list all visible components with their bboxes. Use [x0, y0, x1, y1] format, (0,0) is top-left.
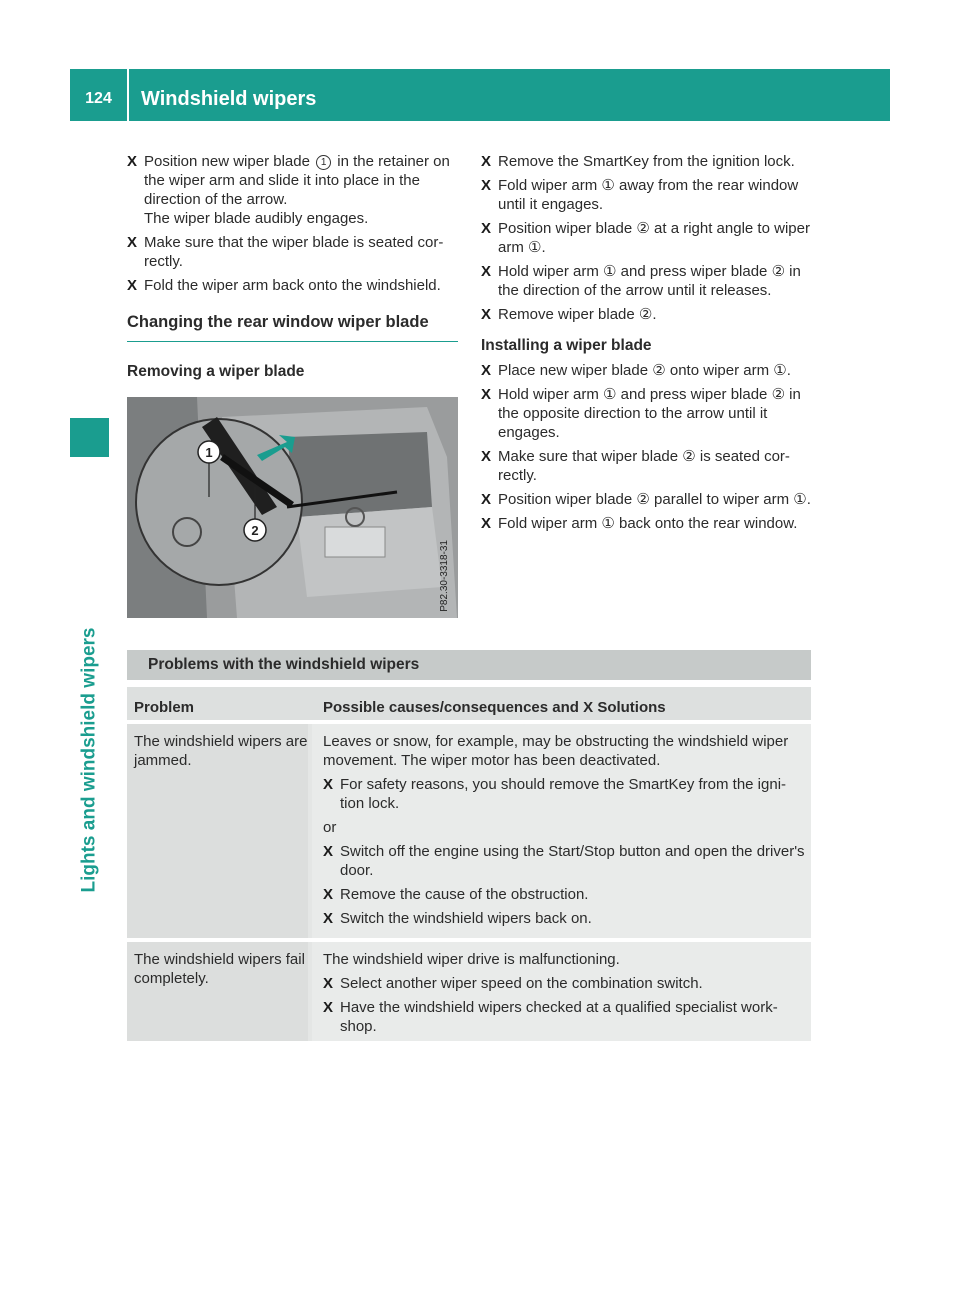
cause-text: Leaves or snow, for example, may be obstructing the windshield wiper movement. The wiper motor has been deactivated.	[323, 733, 789, 769]
step-marker-icon: X	[481, 177, 492, 194]
header-divider	[127, 69, 129, 121]
instruction-step: X Position wiper blade ② at a right angle to wiper arm ①.	[481, 220, 810, 256]
step-marker-icon: X	[481, 220, 492, 237]
rear-wiper-illustration	[127, 397, 458, 618]
instruction-step: X Place new wiper blade ② onto wiper arm ①.	[481, 362, 791, 379]
right-column	[481, 152, 812, 538]
step-marker-icon: X	[481, 491, 492, 508]
instruction-step: X Fold wiper arm ① away from the rear window until it engages.	[481, 177, 799, 213]
instruction-step: X Remove the cause of the obstruction.	[323, 886, 589, 903]
instruction-step: X Switch off the engine using the Start/Stop button and open the driver's door.	[323, 843, 805, 879]
step-marker-icon: X	[323, 776, 334, 793]
instruction-step: X Remove wiper blade ②.	[481, 306, 657, 323]
step-marker-icon: X	[583, 699, 594, 716]
callout-2-label: 2	[251, 523, 259, 538]
solution-cell	[312, 724, 811, 938]
page-number: 124	[85, 90, 112, 107]
callout-1-icon: 1	[316, 155, 331, 170]
step-marker-icon: X	[481, 306, 492, 323]
cause-text: The windshield wiper drive is malfunctioning.	[323, 951, 620, 968]
problem-cell: The windshield wipers fail completely.	[127, 942, 308, 1041]
step-marker-icon: X	[323, 975, 334, 992]
column-header-solutions: Possible causes/consequences and X Solutions	[323, 699, 666, 716]
step-marker-icon: X	[323, 910, 334, 927]
instruction-step: X Select another wiper speed on the combination switch.	[323, 975, 703, 992]
table-row	[127, 942, 811, 1041]
step-marker-icon: X	[481, 153, 492, 170]
instruction-step: X Fold wiper arm ① back onto the rear window.	[481, 515, 798, 532]
step-marker-icon: X	[323, 999, 334, 1016]
problems-table	[127, 650, 811, 1045]
subheading-removing: Removing a wiper blade	[127, 363, 305, 380]
instruction-step: X Position new wiper blade 1 in the retainer on the wiper arm and slide it into place in the direction of the arrow. The wiper blade audibly engages.	[127, 152, 458, 228]
step-marker-icon: X	[127, 277, 138, 294]
section-marker	[70, 418, 109, 457]
left-column	[127, 152, 458, 618]
instruction-step: X Make sure that wiper blade ② is seated cor-rectly.	[481, 448, 790, 484]
step-marker-icon: X	[481, 263, 492, 280]
section-heading: Changing the rear window wiper blade	[127, 313, 458, 342]
subheading-installing: Installing a wiper blade	[481, 337, 652, 354]
instruction-step: X Fold the wiper arm back onto the windshield.	[127, 277, 441, 294]
callout-1-label: 1	[205, 445, 213, 460]
instruction-step: X Hold wiper arm ① and press wiper blade ② in the direction of the arrow until it releases.	[481, 263, 801, 299]
instruction-step: X Remove the SmartKey from the ignition lock.	[481, 153, 795, 170]
instruction-step: X Have the windshield wipers checked at a qualified specialist work-shop.	[323, 999, 778, 1035]
problem-cell: The windshield wipers are jammed.	[127, 724, 308, 938]
step-marker-icon: X	[481, 362, 492, 379]
chapter-title: Lights and windshield wipers	[78, 627, 100, 893]
step-marker-icon: X	[481, 386, 492, 403]
engage-note: The wiper blade audibly engages.	[144, 210, 369, 227]
column-header-problem: Problem	[134, 699, 195, 716]
table-row	[127, 724, 811, 938]
step-marker-icon: X	[481, 515, 492, 532]
step-marker-icon: X	[127, 153, 138, 170]
instruction-step: X Position wiper blade ② parallel to wiper arm ①.	[481, 491, 811, 508]
instruction-step: X For safety reasons, you should remove the SmartKey from the igni-tion lock.	[323, 776, 787, 812]
instruction-step: X Make sure that the wiper blade is seated cor-rectly.	[127, 234, 444, 270]
solution-cell	[312, 942, 811, 1041]
step-marker-icon: X	[323, 843, 334, 860]
or-text: or	[323, 819, 337, 836]
step-marker-icon: X	[323, 886, 334, 903]
step-marker-icon: X	[127, 234, 138, 251]
figure-code: P82.30-3318-31	[439, 540, 450, 612]
table-header-row	[127, 687, 811, 720]
rear-wiper-figure	[127, 397, 458, 618]
instruction-step: X Switch the windshield wipers back on.	[323, 910, 592, 927]
step-marker-icon: X	[481, 448, 492, 465]
instruction-step: X Hold wiper arm ① and press wiper blade ② in the opposite direction to the arrow until it engages.	[481, 386, 801, 441]
table-title: Problems with the windshield wipers	[127, 650, 811, 680]
page-title: Windshield wipers	[141, 88, 317, 110]
